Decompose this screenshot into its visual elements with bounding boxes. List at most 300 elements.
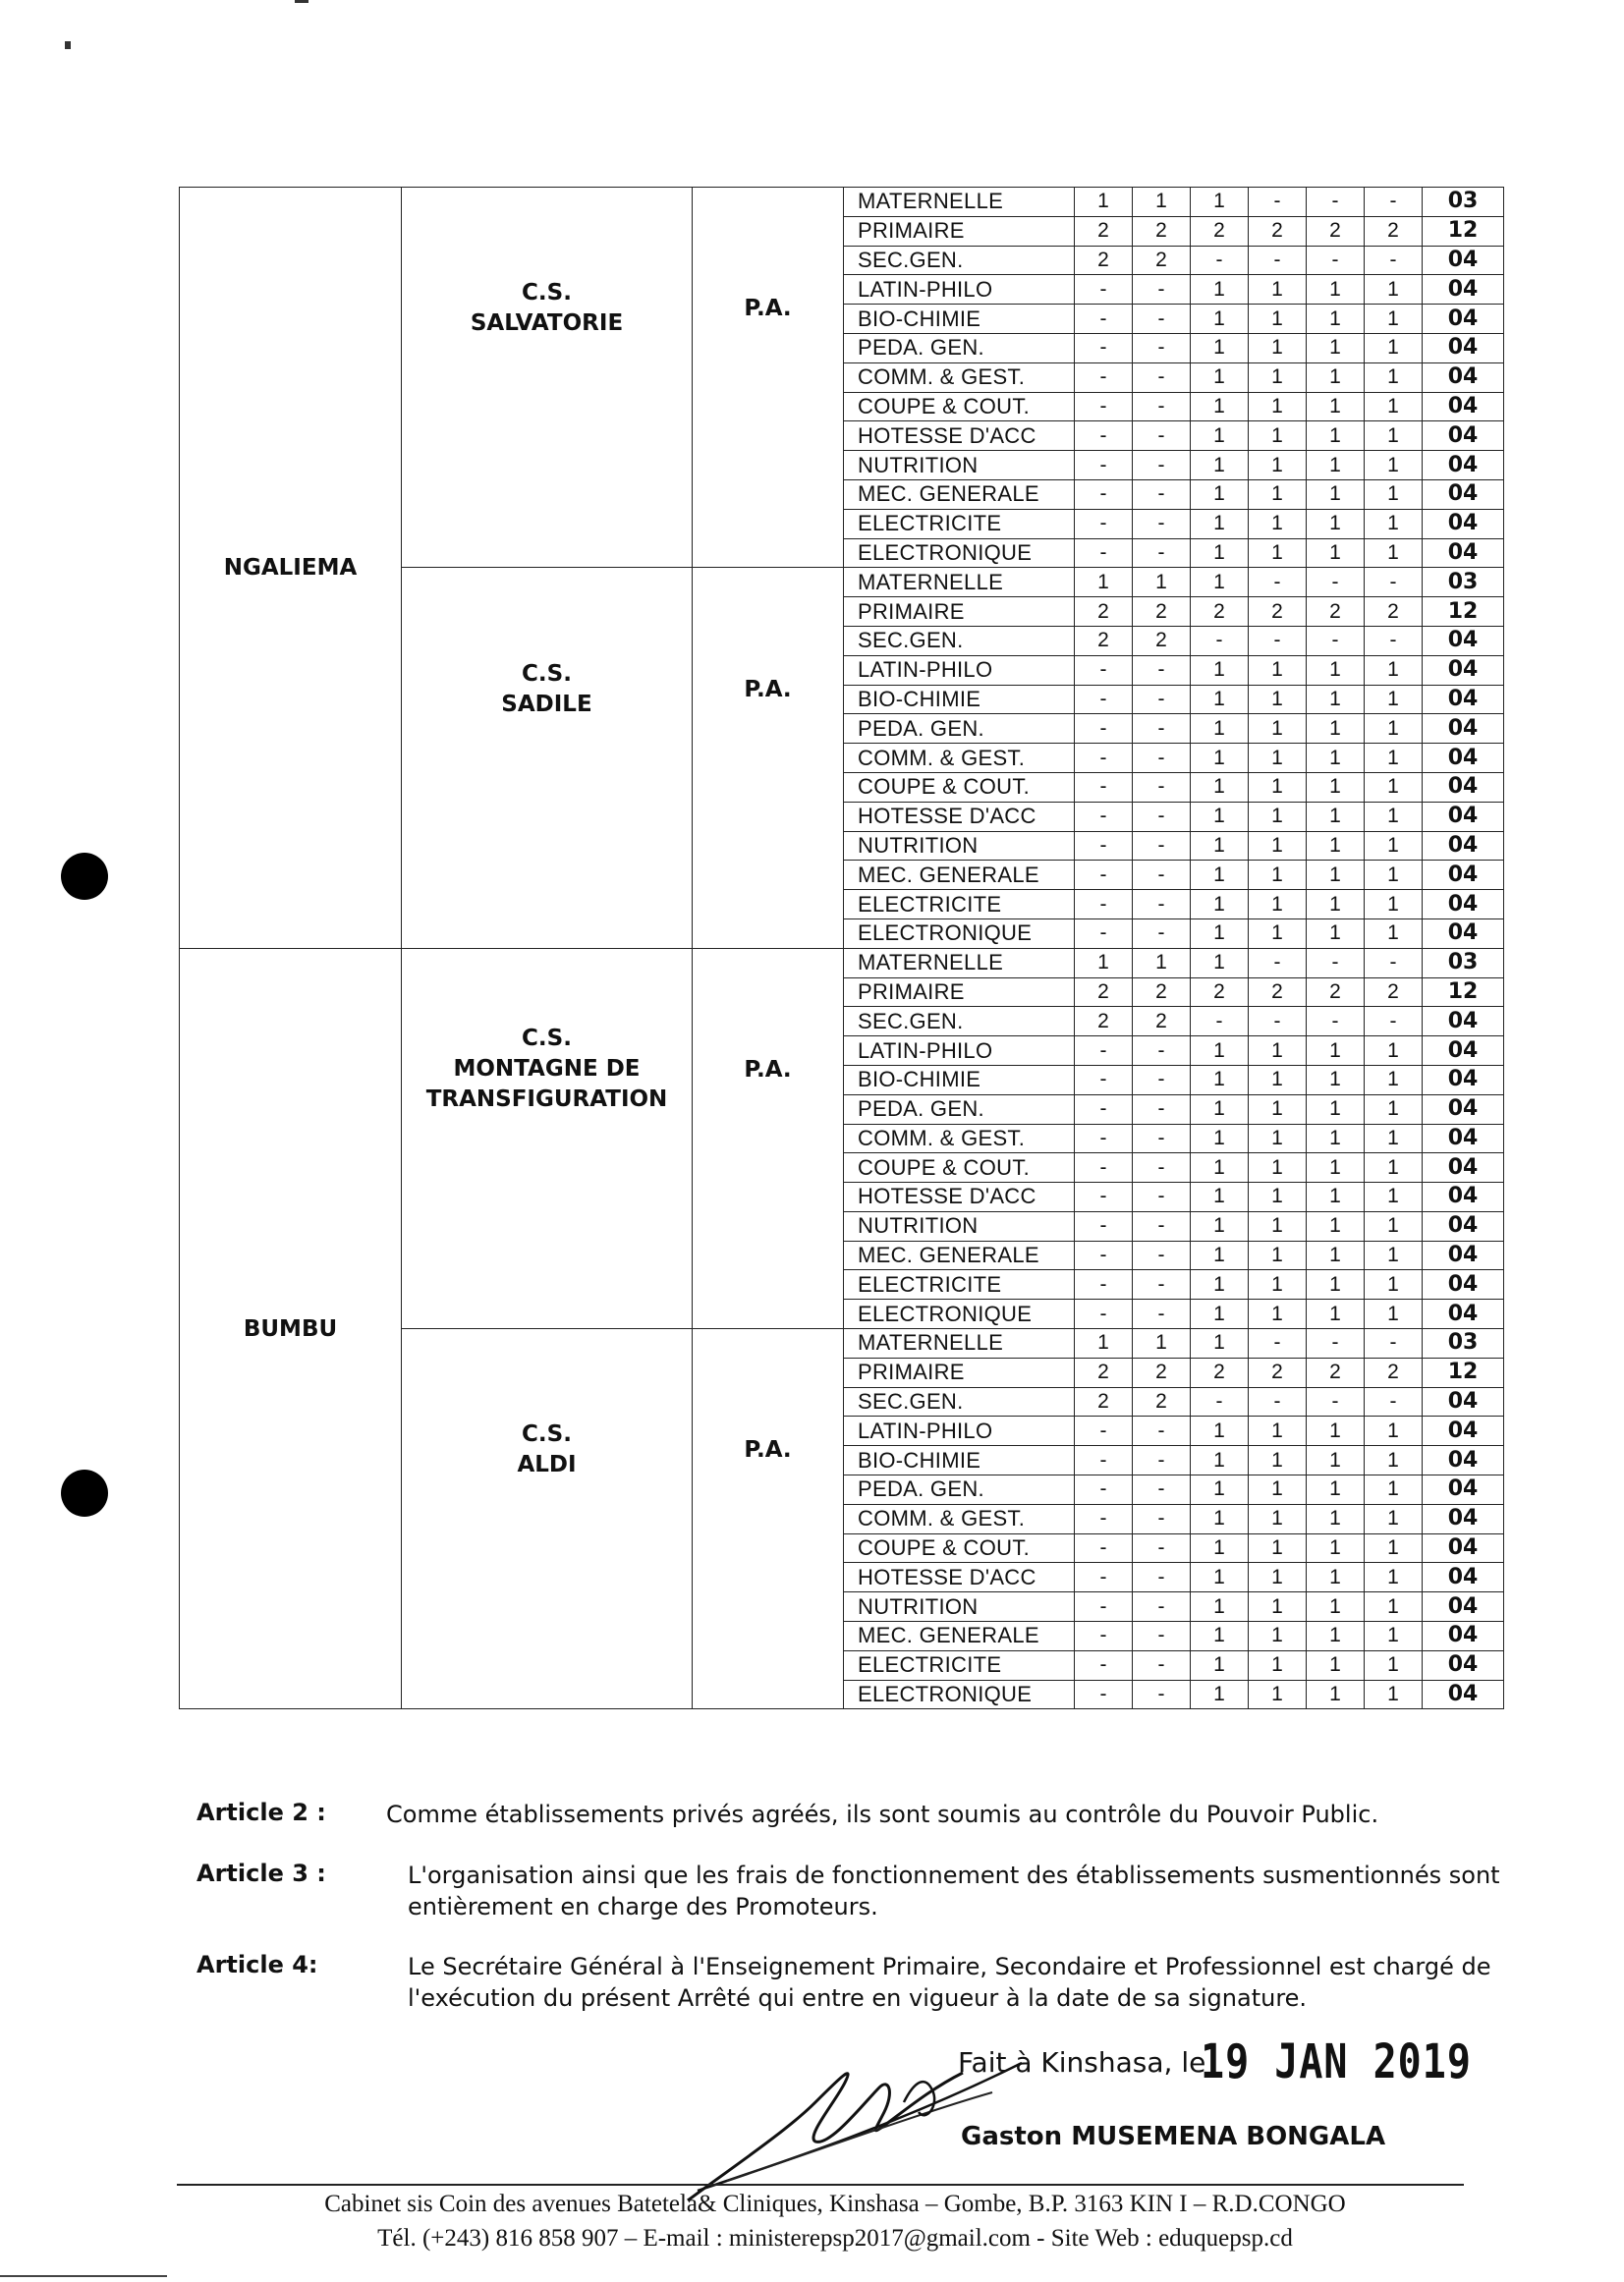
total-cell: 04: [1423, 1650, 1504, 1680]
total-cell: 04: [1423, 744, 1504, 773]
class-count-cell: -: [1307, 246, 1365, 275]
class-count-cell: 1: [1249, 744, 1307, 773]
total-cell: 04: [1423, 1241, 1504, 1270]
class-count-cell: 1: [1191, 1124, 1249, 1153]
class-count-cell: -: [1133, 655, 1191, 685]
class-count-cell: 1: [1191, 421, 1249, 451]
class-count-cell: 1: [1191, 861, 1249, 890]
class-count-cell: -: [1075, 305, 1133, 334]
class-count-cell: -: [1075, 362, 1133, 392]
class-count-cell: -: [1075, 1036, 1133, 1066]
class-count-cell: 1: [1075, 1329, 1133, 1359]
class-count-cell: -: [1075, 1446, 1133, 1475]
option-cell: PRIMAIRE: [844, 1358, 1075, 1387]
school-name-line: C.S.: [522, 1026, 572, 1052]
option-cell: PEDA. GEN.: [844, 1475, 1075, 1505]
signing-place: Fait à Kinshasa, le: [958, 2046, 1206, 2079]
class-count-cell: 1: [1249, 1592, 1307, 1622]
class-count-cell: 1: [1307, 333, 1365, 362]
option-cell: SEC.GEN.: [844, 1007, 1075, 1036]
class-count-cell: -: [1075, 802, 1133, 831]
school-name: [471, 278, 623, 339]
total-cell: 04: [1423, 305, 1504, 334]
option-cell: SEC.GEN.: [844, 626, 1075, 655]
total-cell: 04: [1423, 714, 1504, 744]
class-count-cell: 1: [1249, 714, 1307, 744]
total-cell: 04: [1423, 802, 1504, 831]
total-cell: 04: [1423, 1065, 1504, 1094]
footer-address: Cabinet sis Coin des avenues Batetela& Cliniques, Kinshasa – Gombe, B.P. 3163 KIN I – R.D.CONGO: [324, 2191, 1346, 2217]
class-count-cell: 1: [1249, 1094, 1307, 1124]
option-cell: HOTESSE D'ACC: [844, 421, 1075, 451]
class-count-cell: -: [1133, 744, 1191, 773]
class-count-cell: 1: [1249, 1417, 1307, 1446]
class-count-cell: 1: [1307, 392, 1365, 421]
class-count-cell: 1: [1191, 714, 1249, 744]
article-label: Article 4:: [196, 1951, 318, 1978]
class-count-cell: -: [1075, 1592, 1133, 1622]
class-count-cell: 1: [1191, 479, 1249, 509]
class-count-cell: 1: [1133, 188, 1191, 217]
class-count-cell: -: [1133, 1183, 1191, 1212]
class-count-cell: 1: [1307, 1241, 1365, 1270]
option-cell: BIO-CHIMIE: [844, 1065, 1075, 1094]
class-count-cell: 1: [1307, 714, 1365, 744]
class-count-cell: 1: [1249, 421, 1307, 451]
total-cell: 04: [1423, 918, 1504, 948]
punch-hole-mark: [61, 1470, 108, 1517]
class-count-cell: 1: [1365, 1036, 1423, 1066]
class-count-cell: -: [1075, 1417, 1133, 1446]
total-cell: 04: [1423, 772, 1504, 802]
total-cell: 03: [1423, 568, 1504, 597]
commune-cell: BUMBU: [180, 948, 402, 1709]
option-cell: HOTESSE D'ACC: [844, 1183, 1075, 1212]
class-count-cell: -: [1133, 362, 1191, 392]
class-count-cell: 1: [1191, 918, 1249, 948]
school-name-line: TRANSFIGURATION: [425, 1086, 668, 1113]
option-cell: HOTESSE D'ACC: [844, 802, 1075, 831]
class-count-cell: -: [1133, 1036, 1191, 1066]
total-cell: 04: [1423, 626, 1504, 655]
total-cell: 04: [1423, 685, 1504, 714]
total-cell: 04: [1423, 1036, 1504, 1066]
class-count-cell: 1: [1191, 1417, 1249, 1446]
class-count-cell: -: [1133, 1065, 1191, 1094]
class-count-cell: 1: [1365, 1533, 1423, 1563]
total-cell: 04: [1423, 479, 1504, 509]
class-count-cell: 1: [1307, 1680, 1365, 1709]
regime-cell: [693, 568, 844, 948]
option-cell: BIO-CHIMIE: [844, 1446, 1075, 1475]
class-count-cell: -: [1365, 626, 1423, 655]
class-count-cell: 1: [1249, 1211, 1307, 1241]
commune-cell: NGALIEMA: [180, 188, 402, 949]
option-cell: MEC. GENERALE: [844, 1622, 1075, 1651]
class-count-cell: -: [1075, 714, 1133, 744]
class-count-cell: 1: [1365, 1153, 1423, 1183]
class-count-cell: 1: [1249, 1124, 1307, 1153]
class-count-cell: -: [1075, 1504, 1133, 1533]
class-count-cell: 1: [1307, 802, 1365, 831]
class-count-cell: 1: [1307, 685, 1365, 714]
class-count-cell: 1: [1249, 509, 1307, 538]
article-text: L'organisation ainsi que les frais de fonctionnement des établissements susmentionnés sont entièrement en charge des Promoteurs.: [408, 1862, 1500, 1920]
class-count-cell: 1: [1191, 948, 1249, 977]
class-count-cell: 1: [1191, 305, 1249, 334]
class-count-cell: -: [1075, 890, 1133, 919]
class-count-cell: 1: [1249, 451, 1307, 480]
class-count-cell: -: [1133, 509, 1191, 538]
class-count-cell: 1: [1365, 333, 1423, 362]
class-count-cell: 2: [1075, 977, 1133, 1007]
class-count-cell: 1: [1191, 744, 1249, 773]
footer-divider: [177, 2184, 1464, 2186]
option-cell: PRIMAIRE: [844, 977, 1075, 1007]
class-count-cell: -: [1075, 831, 1133, 861]
class-count-cell: -: [1365, 1329, 1423, 1359]
total-cell: 04: [1423, 861, 1504, 890]
class-count-cell: -: [1075, 275, 1133, 305]
option-cell: COMM. & GEST.: [844, 1124, 1075, 1153]
class-count-cell: -: [1133, 1563, 1191, 1592]
class-count-cell: 1: [1307, 744, 1365, 773]
class-count-cell: 1: [1191, 1036, 1249, 1066]
option-cell: LATIN-PHILO: [844, 1417, 1075, 1446]
class-count-cell: 1: [1307, 305, 1365, 334]
option-cell: COUPE & COUT.: [844, 772, 1075, 802]
class-count-cell: 1: [1365, 421, 1423, 451]
class-count-cell: 2: [1191, 216, 1249, 246]
class-count-cell: 1: [1307, 1475, 1365, 1505]
class-count-cell: -: [1307, 188, 1365, 217]
class-count-cell: 1: [1249, 275, 1307, 305]
school-name-line: MONTAGNE DE: [453, 1056, 641, 1083]
class-count-cell: 2: [1249, 597, 1307, 627]
total-cell: 04: [1423, 1417, 1504, 1446]
class-count-cell: -: [1133, 1622, 1191, 1651]
total-cell: 04: [1423, 1300, 1504, 1329]
class-count-cell: 2: [1133, 597, 1191, 627]
option-cell: LATIN-PHILO: [844, 1036, 1075, 1066]
class-count-cell: -: [1075, 1680, 1133, 1709]
class-count-cell: 1: [1307, 1124, 1365, 1153]
total-cell: 04: [1423, 509, 1504, 538]
class-count-cell: 1: [1307, 1065, 1365, 1094]
option-cell: COMM. & GEST.: [844, 744, 1075, 773]
total-cell: 04: [1423, 1124, 1504, 1153]
class-count-cell: 1: [1365, 1183, 1423, 1212]
option-cell: HOTESSE D'ACC: [844, 1563, 1075, 1592]
class-count-cell: 1: [1307, 421, 1365, 451]
class-count-cell: -: [1249, 246, 1307, 275]
class-count-cell: -: [1075, 509, 1133, 538]
class-count-cell: -: [1133, 1475, 1191, 1505]
class-count-cell: -: [1133, 831, 1191, 861]
class-count-cell: -: [1191, 246, 1249, 275]
option-cell: NUTRITION: [844, 1211, 1075, 1241]
class-count-cell: 2: [1075, 246, 1133, 275]
total-cell: 04: [1423, 1592, 1504, 1622]
scan-speck: [295, 0, 308, 3]
total-cell: 04: [1423, 1563, 1504, 1592]
class-count-cell: 1: [1249, 1241, 1307, 1270]
table-row: [180, 948, 1504, 977]
class-count-cell: -: [1133, 451, 1191, 480]
class-count-cell: 1: [1365, 772, 1423, 802]
total-cell: 04: [1423, 1446, 1504, 1475]
class-count-cell: -: [1133, 918, 1191, 948]
class-count-cell: 2: [1365, 216, 1423, 246]
option-cell: PEDA. GEN.: [844, 333, 1075, 362]
class-count-cell: -: [1075, 1065, 1133, 1094]
class-count-cell: 2: [1249, 216, 1307, 246]
class-count-cell: 1: [1191, 802, 1249, 831]
class-count-cell: 1: [1365, 1475, 1423, 1505]
class-count-cell: 1: [1249, 1065, 1307, 1094]
class-count-cell: 1: [1249, 772, 1307, 802]
class-count-cell: -: [1075, 1124, 1133, 1153]
option-cell: MATERNELLE: [844, 948, 1075, 977]
class-count-cell: 1: [1307, 1504, 1365, 1533]
class-count-cell: 1: [1191, 1065, 1249, 1094]
class-count-cell: -: [1075, 655, 1133, 685]
school-cell: [402, 1329, 693, 1709]
class-count-cell: 1: [1365, 1270, 1423, 1300]
class-count-cell: -: [1133, 1417, 1191, 1446]
class-count-cell: 1: [1307, 509, 1365, 538]
option-cell: BIO-CHIMIE: [844, 685, 1075, 714]
school-name: [501, 659, 591, 720]
class-count-cell: -: [1075, 1622, 1133, 1651]
class-count-cell: -: [1133, 1270, 1191, 1300]
class-count-cell: 1: [1365, 509, 1423, 538]
class-count-cell: 1: [1191, 538, 1249, 568]
class-count-cell: 1: [1365, 1211, 1423, 1241]
total-cell: 04: [1423, 1622, 1504, 1651]
class-count-cell: -: [1133, 1592, 1191, 1622]
class-count-cell: -: [1365, 568, 1423, 597]
option-cell: PRIMAIRE: [844, 597, 1075, 627]
option-cell: NUTRITION: [844, 1592, 1075, 1622]
option-cell: COUPE & COUT.: [844, 1153, 1075, 1183]
class-count-cell: 1: [1133, 568, 1191, 597]
class-count-cell: 1: [1249, 333, 1307, 362]
class-count-cell: 1: [1365, 305, 1423, 334]
class-count-cell: 1: [1249, 802, 1307, 831]
regime-cell: [693, 188, 844, 568]
school-name-line: C.S.: [522, 660, 572, 687]
class-count-cell: -: [1307, 1329, 1365, 1359]
class-count-cell: -: [1191, 626, 1249, 655]
class-count-cell: -: [1249, 948, 1307, 977]
class-count-cell: 1: [1249, 1504, 1307, 1533]
total-cell: 04: [1423, 333, 1504, 362]
class-count-cell: -: [1075, 1270, 1133, 1300]
class-count-cell: 1: [1191, 333, 1249, 362]
class-count-cell: 1: [1307, 1153, 1365, 1183]
class-count-cell: 1: [1191, 392, 1249, 421]
class-count-cell: 1: [1191, 1475, 1249, 1505]
class-count-cell: -: [1133, 1504, 1191, 1533]
class-count-cell: 1: [1191, 1533, 1249, 1563]
class-count-cell: 2: [1307, 977, 1365, 1007]
total-cell: 04: [1423, 1094, 1504, 1124]
class-count-cell: -: [1133, 421, 1191, 451]
class-count-cell: -: [1075, 861, 1133, 890]
class-count-cell: -: [1075, 392, 1133, 421]
class-count-cell: 1: [1249, 1300, 1307, 1329]
class-count-cell: 2: [1075, 1358, 1133, 1387]
class-count-cell: 1: [1249, 1270, 1307, 1300]
option-cell: ELECTRONIQUE: [844, 538, 1075, 568]
class-count-cell: -: [1075, 1183, 1133, 1212]
class-count-cell: 1: [1307, 1563, 1365, 1592]
class-count-cell: -: [1075, 538, 1133, 568]
total-cell: 12: [1423, 977, 1504, 1007]
option-cell: COUPE & COUT.: [844, 392, 1075, 421]
class-count-cell: 1: [1191, 890, 1249, 919]
class-count-cell: 1: [1249, 1153, 1307, 1183]
class-count-cell: 2: [1133, 216, 1191, 246]
class-count-cell: 2: [1133, 1358, 1191, 1387]
class-count-cell: -: [1365, 1387, 1423, 1417]
class-count-cell: 2: [1075, 1007, 1133, 1036]
school-cell: [402, 188, 693, 568]
class-count-cell: 1: [1307, 918, 1365, 948]
total-cell: 04: [1423, 275, 1504, 305]
total-cell: 04: [1423, 1153, 1504, 1183]
class-count-cell: 2: [1249, 977, 1307, 1007]
class-count-cell: -: [1133, 685, 1191, 714]
class-count-cell: -: [1307, 1007, 1365, 1036]
option-cell: COMM. & GEST.: [844, 1504, 1075, 1533]
class-count-cell: 1: [1249, 1533, 1307, 1563]
class-count-cell: 2: [1075, 597, 1133, 627]
class-count-cell: 1: [1365, 1241, 1423, 1270]
class-count-cell: 1: [1191, 568, 1249, 597]
total-cell: 04: [1423, 246, 1504, 275]
class-count-cell: 1: [1307, 1094, 1365, 1124]
class-count-cell: 1: [1249, 685, 1307, 714]
class-count-cell: 1: [1191, 1446, 1249, 1475]
option-cell: PEDA. GEN.: [844, 714, 1075, 744]
class-count-cell: 2: [1307, 216, 1365, 246]
class-count-cell: -: [1133, 1300, 1191, 1329]
total-cell: 12: [1423, 1358, 1504, 1387]
class-count-cell: -: [1075, 1475, 1133, 1505]
class-count-cell: 1: [1307, 772, 1365, 802]
option-cell: MATERNELLE: [844, 568, 1075, 597]
class-count-cell: -: [1249, 1329, 1307, 1359]
school-cell: [402, 948, 693, 1328]
class-count-cell: 1: [1307, 1533, 1365, 1563]
school-name-line: C.S.: [522, 1421, 572, 1448]
article-text: Le Secrétaire Général à l'Enseignement Primaire, Secondaire et Professionnel est chargé de l'exécution du présent Arrêté qui entre en vigueur à la date de sa signature.: [408, 1953, 1491, 2012]
class-count-cell: 1: [1191, 772, 1249, 802]
class-count-cell: 1: [1365, 1300, 1423, 1329]
total-cell: 04: [1423, 1475, 1504, 1505]
regime-cell: [693, 1329, 844, 1709]
class-count-cell: 1: [1191, 188, 1249, 217]
option-cell: SEC.GEN.: [844, 246, 1075, 275]
class-count-cell: 1: [1191, 1680, 1249, 1709]
class-count-cell: 1: [1365, 802, 1423, 831]
class-count-cell: -: [1075, 1241, 1133, 1270]
class-count-cell: 1: [1365, 744, 1423, 773]
class-count-cell: -: [1133, 1650, 1191, 1680]
class-count-cell: 1: [1365, 1650, 1423, 1680]
class-count-cell: 1: [1365, 861, 1423, 890]
total-cell: 04: [1423, 1211, 1504, 1241]
class-count-cell: 1: [1365, 1417, 1423, 1446]
regime-label: P.A.: [744, 1056, 792, 1083]
option-cell: ELECTRICITE: [844, 509, 1075, 538]
class-count-cell: 1: [1307, 831, 1365, 861]
total-cell: 04: [1423, 831, 1504, 861]
class-count-cell: 1: [1365, 918, 1423, 948]
total-cell: 04: [1423, 655, 1504, 685]
class-count-cell: 1: [1307, 451, 1365, 480]
article-label: Article 3 :: [196, 1860, 326, 1887]
class-count-cell: 1: [1191, 1300, 1249, 1329]
class-count-cell: -: [1075, 1094, 1133, 1124]
total-cell: 04: [1423, 1387, 1504, 1417]
class-count-cell: 1: [1307, 538, 1365, 568]
option-cell: MEC. GENERALE: [844, 861, 1075, 890]
class-count-cell: -: [1133, 1153, 1191, 1183]
regime-cell: [693, 948, 844, 1328]
class-count-cell: 1: [1191, 1183, 1249, 1212]
class-count-cell: 1: [1307, 1622, 1365, 1651]
class-count-cell: -: [1133, 890, 1191, 919]
class-count-cell: 1: [1307, 1417, 1365, 1446]
class-count-cell: 1: [1365, 1680, 1423, 1709]
class-count-cell: -: [1365, 188, 1423, 217]
class-count-cell: -: [1133, 275, 1191, 305]
class-count-cell: 2: [1249, 1358, 1307, 1387]
class-count-cell: 1: [1307, 655, 1365, 685]
schools-options-table: [179, 187, 1504, 1709]
class-count-cell: 1: [1249, 1183, 1307, 1212]
total-cell: 04: [1423, 538, 1504, 568]
class-count-cell: 2: [1365, 1358, 1423, 1387]
class-count-cell: 1: [1365, 275, 1423, 305]
class-count-cell: 1: [1191, 362, 1249, 392]
class-count-cell: 1: [1191, 1270, 1249, 1300]
total-cell: 03: [1423, 1329, 1504, 1359]
class-count-cell: 1: [1249, 392, 1307, 421]
class-count-cell: 1: [1249, 1475, 1307, 1505]
class-count-cell: -: [1249, 1387, 1307, 1417]
total-cell: 04: [1423, 1183, 1504, 1212]
option-cell: PEDA. GEN.: [844, 1094, 1075, 1124]
school-name-line: ALDI: [517, 1452, 577, 1478]
class-count-cell: 1: [1307, 1592, 1365, 1622]
class-count-cell: 1: [1307, 1300, 1365, 1329]
class-count-cell: -: [1365, 948, 1423, 977]
class-count-cell: 1: [1365, 479, 1423, 509]
class-count-cell: 2: [1075, 626, 1133, 655]
class-count-cell: -: [1133, 538, 1191, 568]
class-count-cell: 1: [1307, 1446, 1365, 1475]
class-count-cell: -: [1133, 305, 1191, 334]
class-count-cell: -: [1075, 744, 1133, 773]
class-count-cell: 1: [1249, 655, 1307, 685]
class-count-cell: -: [1075, 1300, 1133, 1329]
class-count-cell: 2: [1307, 597, 1365, 627]
class-count-cell: 1: [1249, 1563, 1307, 1592]
